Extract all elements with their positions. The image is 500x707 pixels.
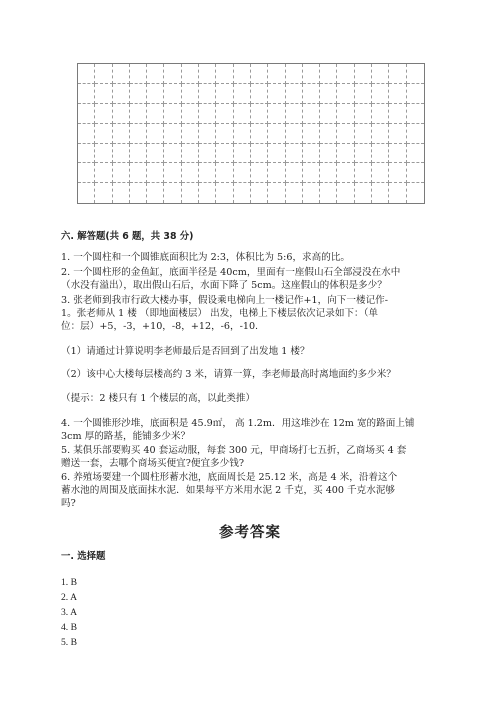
grid-cell <box>78 183 95 203</box>
grid-cell <box>199 163 216 183</box>
grid-cell <box>355 124 372 144</box>
grid-cell <box>286 84 303 104</box>
grid-cell <box>164 104 181 124</box>
grid-cell <box>95 124 112 144</box>
grid-cell <box>268 64 285 84</box>
question-3-line-1: 3. 张老师到我市行政大楼办事，假设乘电梯向上一楼记作+1，向下一楼记作- <box>61 295 388 306</box>
grid-cell <box>130 144 147 164</box>
grid-cell <box>113 104 130 124</box>
grid-cell <box>372 84 389 104</box>
answer-item: 3. A <box>61 607 77 618</box>
grid-cell <box>234 183 251 203</box>
grid-cell <box>251 104 268 124</box>
grid-cell <box>216 144 233 164</box>
grid-cell <box>78 124 95 144</box>
grid-cell <box>286 144 303 164</box>
grid-cell <box>199 124 216 144</box>
grid-cell <box>216 104 233 124</box>
grid-cell <box>147 84 164 104</box>
grid-cell <box>95 144 112 164</box>
question-1: 1. 一个圆柱和一个圆锥底面积比为 2:3，体积比为 5:6，求高的比。 <box>61 252 351 263</box>
grid-cell <box>199 84 216 104</box>
question-3-sub-2: （2）该中心大楼每层楼高约 3 米，请算一算，李老师最高时离地面约多少米？ <box>61 369 396 380</box>
grid-cell <box>389 104 406 124</box>
grid-cell <box>95 163 112 183</box>
grid-cell <box>372 64 389 84</box>
grid-cell <box>95 84 112 104</box>
grid-cell <box>286 163 303 183</box>
grid-cell <box>355 84 372 104</box>
answers-title: 参考答案 <box>219 525 281 541</box>
grid-cell <box>320 104 337 124</box>
grid-cell <box>372 104 389 124</box>
grid-cell <box>268 124 285 144</box>
question-5-line-1: 5. 某俱乐部要购买 40 套运动服，每套 300 元，甲商场打七五折，乙商场买 4 套 <box>61 445 407 456</box>
grid-cell <box>182 124 199 144</box>
grid-cell <box>372 183 389 203</box>
grid-cell <box>147 104 164 124</box>
grid-cell <box>216 84 233 104</box>
question-6-line-1: 6. 养殖场要建一个圆柱形蓄水池，底面周长是 25.12 米，高是 4 米，沿着这个 <box>61 472 398 483</box>
grid-cell <box>164 144 181 164</box>
grid-cell <box>216 163 233 183</box>
grid-cell <box>337 163 354 183</box>
grid-cell <box>389 64 406 84</box>
grid-cell <box>320 84 337 104</box>
grid-cell <box>113 64 130 84</box>
grid-cell <box>337 144 354 164</box>
grid-cell <box>355 183 372 203</box>
question-3-sub-1: （1）请通过计算说明李老师最后是否回到了出发地 1 楼？ <box>61 346 310 357</box>
question-3-line-2: 1。张老师从 1 楼 （即地面楼层） 出发，电梯上下楼层依次记录如下：（单 <box>61 308 379 319</box>
grid-cell <box>199 183 216 203</box>
grid-cell <box>182 64 199 84</box>
question-6-line-3: 吗? <box>61 498 76 509</box>
grid-cell <box>95 64 112 84</box>
answer-item: 4. B <box>61 622 77 633</box>
grid-cell <box>95 183 112 203</box>
grid-cell <box>147 163 164 183</box>
grid-cell <box>320 144 337 164</box>
grid-cell <box>303 64 320 84</box>
grid-cell <box>303 84 320 104</box>
grid-cell <box>164 84 181 104</box>
question-6-line-2: 蓄水池的周围及底面抹水泥．如果每平方米用水泥 2 千克，买 400 千克水泥够 <box>61 485 396 496</box>
grid-cell <box>130 84 147 104</box>
grid-cell <box>199 144 216 164</box>
grid-cell <box>113 183 130 203</box>
grid-cell <box>320 64 337 84</box>
section-six-title: 六. 解答题(共 6 题，共 38 分) <box>61 231 194 242</box>
grid-cell <box>216 124 233 144</box>
answers-section-1-title: 一. 选择题 <box>61 551 106 562</box>
grid-cell <box>234 84 251 104</box>
answer-grid <box>77 63 425 204</box>
grid-cell <box>78 84 95 104</box>
grid-cell <box>320 183 337 203</box>
grid-cell <box>286 124 303 144</box>
grid-cell <box>389 124 406 144</box>
grid-cell <box>389 183 406 203</box>
grid-cell <box>130 124 147 144</box>
grid-cell <box>251 84 268 104</box>
grid-cell <box>389 163 406 183</box>
grid-cell <box>234 124 251 144</box>
grid-cell <box>78 104 95 124</box>
grid-cell <box>234 163 251 183</box>
grid-cell <box>268 163 285 183</box>
grid-cell <box>251 183 268 203</box>
grid-cell <box>164 64 181 84</box>
grid-cell <box>95 104 112 124</box>
grid-cell <box>182 104 199 124</box>
grid-cell <box>251 64 268 84</box>
grid-cell <box>216 64 233 84</box>
grid-cell <box>303 144 320 164</box>
question-4-line-2: 3cm 厚的路基，能铺多少米？ <box>61 431 191 442</box>
grid-cell <box>407 64 424 84</box>
grid-cell <box>147 124 164 144</box>
grid-cell <box>268 144 285 164</box>
question-3-line-3: 位：层）+5，-3，+10，-8，+12，-6，-10. <box>61 321 259 332</box>
grid-cell <box>303 163 320 183</box>
grid-cell <box>320 124 337 144</box>
grid-cell <box>389 144 406 164</box>
grid-cell <box>372 144 389 164</box>
grid-cell <box>234 64 251 84</box>
grid-cell <box>164 124 181 144</box>
grid-cell <box>251 144 268 164</box>
grid-cell <box>407 84 424 104</box>
grid-cell <box>407 163 424 183</box>
grid-cell <box>303 104 320 124</box>
grid-cell <box>234 144 251 164</box>
grid-cell <box>251 163 268 183</box>
grid-cell <box>355 144 372 164</box>
grid-cell <box>268 183 285 203</box>
grid-cell <box>78 163 95 183</box>
grid-cell <box>130 104 147 124</box>
grid-cell <box>372 163 389 183</box>
grid-cell <box>147 183 164 203</box>
grid-cell <box>130 183 147 203</box>
grid-cell <box>268 84 285 104</box>
grid-cell <box>268 104 285 124</box>
grid-cell <box>113 124 130 144</box>
question-4-line-1: 4. 一个圆锥形沙堆，底面积是 45.9㎡， 高 1.2m．用这堆沙在 12m 宽的路面上铺 <box>61 418 415 429</box>
grid-cell <box>337 124 354 144</box>
question-2-line-2: （水没有溢出），取出假山石后，水面下降了 5cm。这座假山的体积是多少？ <box>61 280 387 291</box>
grid-cell <box>337 84 354 104</box>
grid-cell <box>355 104 372 124</box>
question-5-line-2: 赠送一套，去哪个商场买便宜?便宜多少钱? <box>61 458 244 469</box>
grid-cell <box>113 144 130 164</box>
grid-cell <box>286 104 303 124</box>
grid-cell <box>234 104 251 124</box>
grid-cell <box>337 64 354 84</box>
answer-item: 2. A <box>61 592 77 603</box>
grid-cell <box>407 144 424 164</box>
grid-cell <box>320 163 337 183</box>
grid-cell <box>407 104 424 124</box>
grid-cell <box>251 124 268 144</box>
grid-cell <box>372 124 389 144</box>
grid-cell <box>182 183 199 203</box>
grid-cell <box>78 64 95 84</box>
grid-cell <box>407 124 424 144</box>
grid-cell <box>147 64 164 84</box>
grid-cell <box>164 163 181 183</box>
grid-cell <box>286 183 303 203</box>
grid-cell <box>130 163 147 183</box>
grid-cell <box>164 183 181 203</box>
answer-item: 5. B <box>61 637 77 648</box>
grid-cell <box>355 163 372 183</box>
grid-cell <box>182 144 199 164</box>
grid-cell <box>147 144 164 164</box>
grid-cell <box>78 144 95 164</box>
grid-cell <box>182 84 199 104</box>
question-3-hint: （提示：2 楼只有 1 个楼层的高，以此类推） <box>61 393 256 404</box>
question-2-line-1: 2. 一个圆柱形的金鱼缸，底面半径是 40cm，里面有一座假山石全部浸没在水中 <box>61 267 401 278</box>
grid-cell <box>303 124 320 144</box>
grid-cell <box>337 104 354 124</box>
answer-item: 1. B <box>61 577 77 588</box>
grid-cell <box>199 104 216 124</box>
grid-cell <box>216 183 233 203</box>
grid-cell <box>113 163 130 183</box>
grid-cell <box>337 183 354 203</box>
grid-cell <box>355 64 372 84</box>
grid-cell <box>389 84 406 104</box>
grid-cell <box>407 183 424 203</box>
grid-cell <box>130 64 147 84</box>
grid-cell <box>286 64 303 84</box>
grid-cell <box>303 183 320 203</box>
grid-cell <box>199 64 216 84</box>
grid-cell <box>182 163 199 183</box>
grid-cell <box>113 84 130 104</box>
